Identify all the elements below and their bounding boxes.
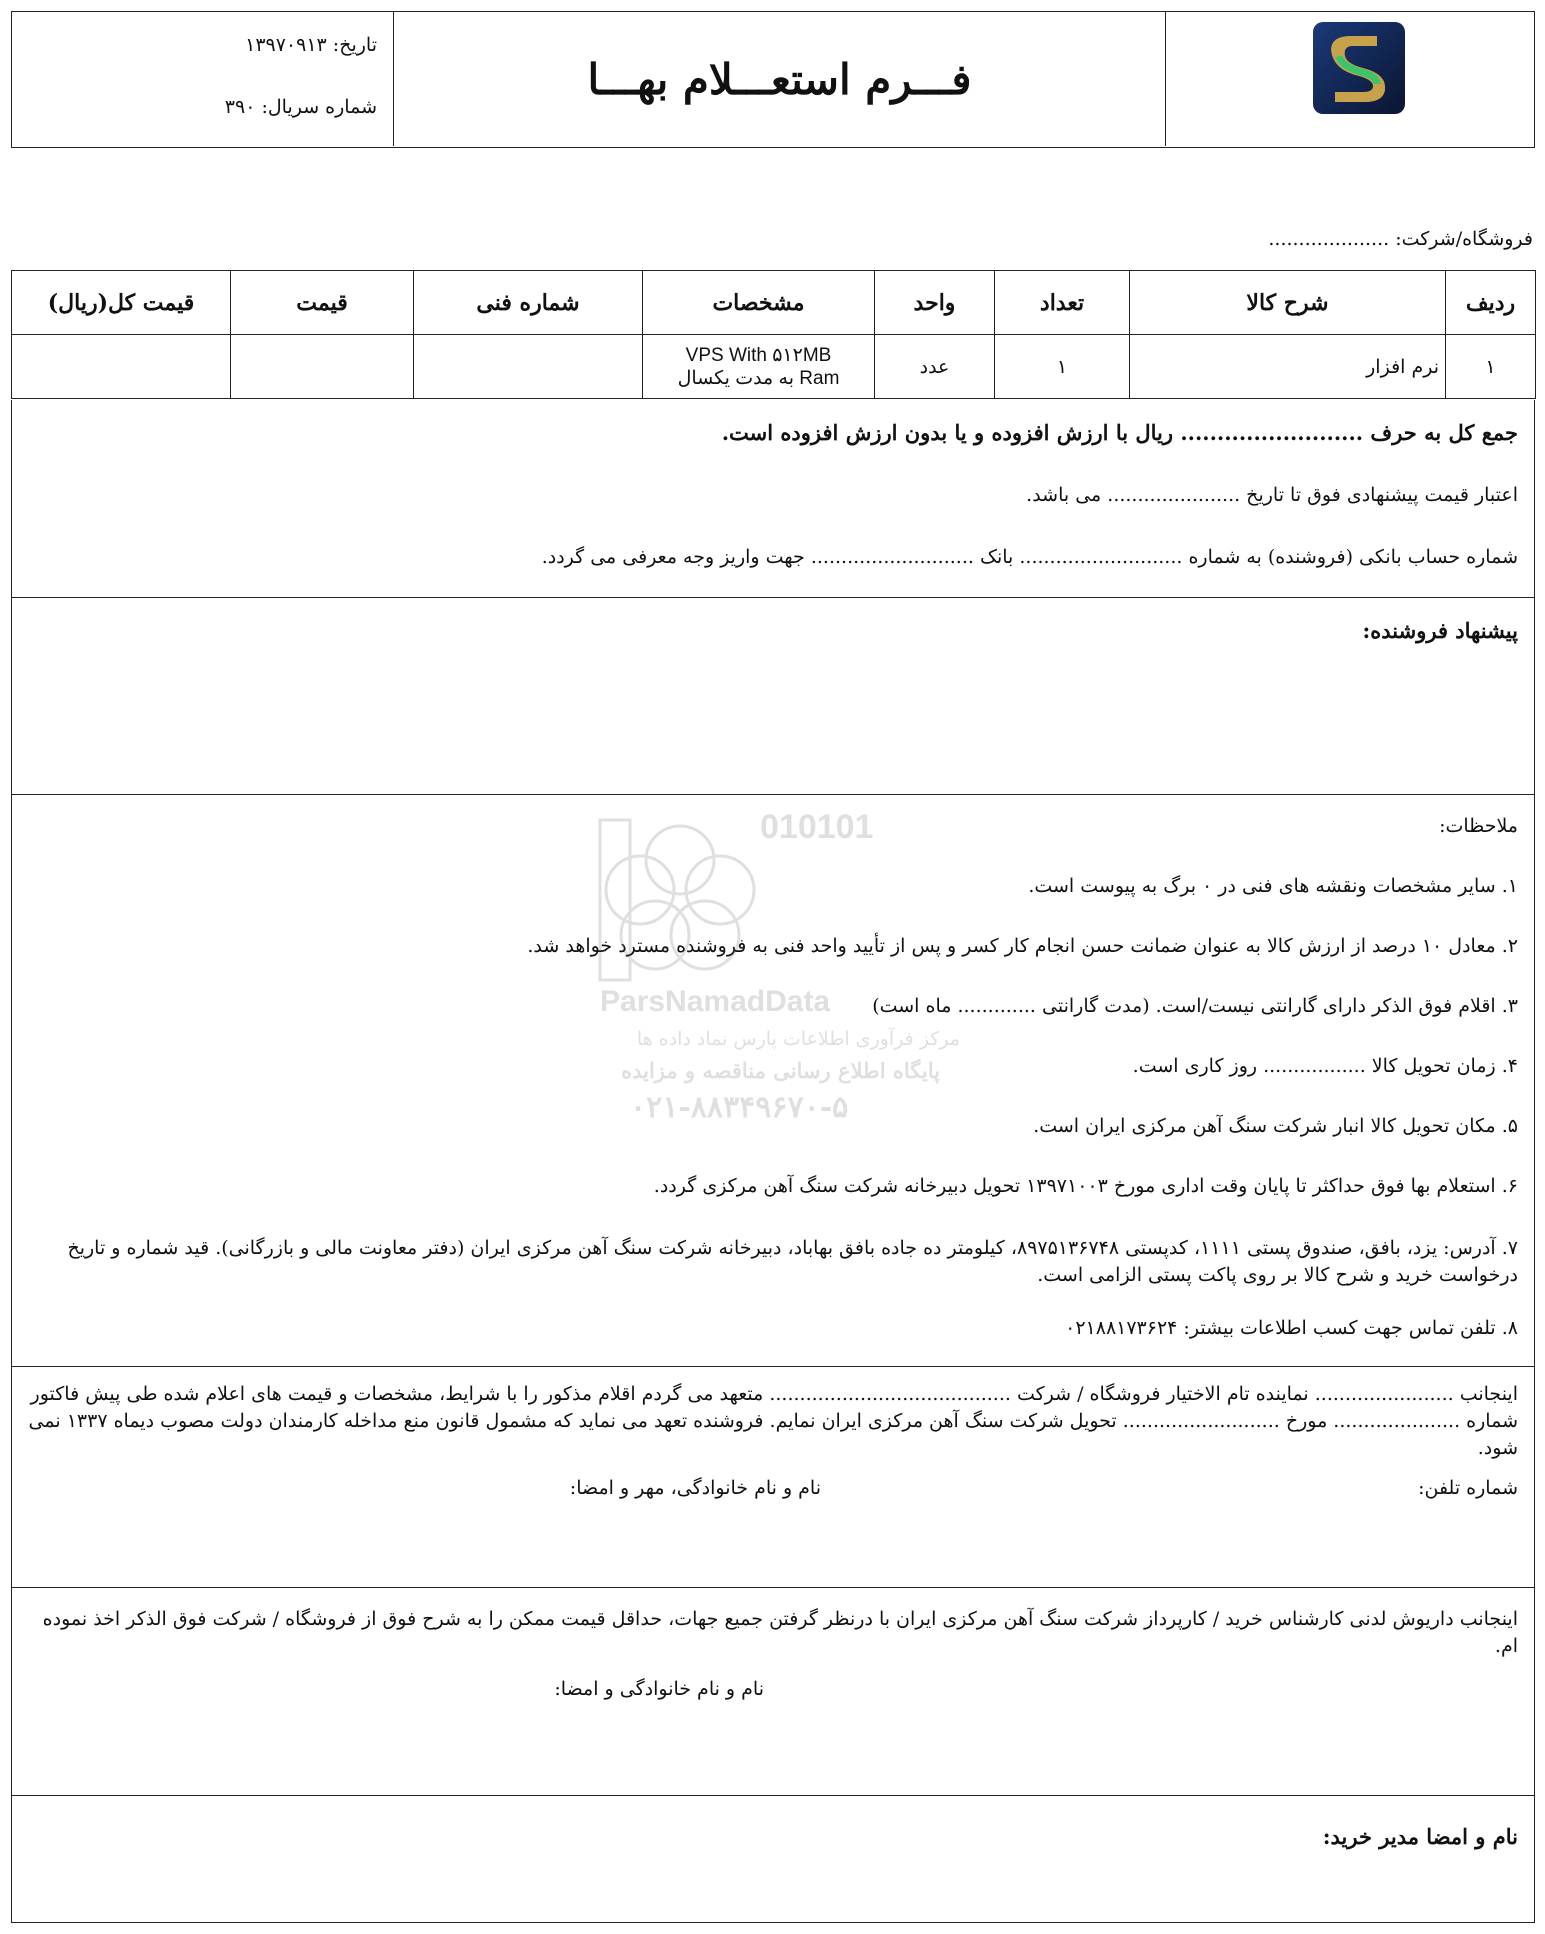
note-item: ۷. آدرس: یزد، بافق، صندوق پستی ۱۱۱۱، کدپستی ۸۹۷۵۱۳۶۷۴۸، کیلومتر ده جاده بافق بهاباد، دبیرخانه شرکت سنگ آهن مرکزی ایران (دفتر معاونت مالی و بازرگانی). قید شماره و تاریخ درخواست خرید و شرح کالا بر روی پاکت پستی الزامی است. <box>67 1237 1518 1286</box>
manager-signature-label: نام و امضا مدیر خرید: <box>1322 1824 1518 1849</box>
col-header-spec: مشخصات <box>643 271 875 335</box>
note-item: ۲. معادل ۱۰ درصد از ارزش کالا به عنوان ضمانت حسن انجام کار کسر و پس از تأیید واحد فنی به فروشنده مسترد خواهد شد. <box>527 935 1518 957</box>
cell-row-no: ۱ <box>1446 335 1536 399</box>
col-header-quantity: تعداد <box>995 271 1130 335</box>
items-table <box>11 270 1536 399</box>
commitment-section <box>11 1367 1535 1588</box>
notes-title: ملاحظات: <box>1439 815 1518 837</box>
commitment-text: اینجانب ....................... نماینده تام الاختیار فروشگاه / شرکت ........................................ متعهد می گردم اقلام مذکور را با شرایط، مشخصات و قیمت های اعلام شده طی پیش فاکتور شماره ..................... مورخ .......................... تحویل شرکت سنگ آهن مرکزی ایران نمایم. فروشنده تعهد می نماید که مشمول قانون منع مداخله کارمندان دولت مصوب دیماه ۱۳۳۷ نمی شود. <box>28 1383 1518 1459</box>
cell-tech-no <box>414 335 643 399</box>
sum-in-words: جمع کل به حرف ......................... ریال با ارزش افزوده و یا بدون ارزش افزوده است. <box>721 420 1518 445</box>
watermark-line2: پایگاه اطلاع رسانی مناقصه و مزایده <box>621 1058 940 1083</box>
serial-label: شماره سریال: ۳۹۰ <box>224 96 377 118</box>
price-validity: اعتبار قیمت پیشنهادی فوق تا تاریخ ...................... می باشد. <box>1026 484 1518 506</box>
date-label: تاریخ: ۱۳۹۷۰۹۱۳ <box>245 34 377 56</box>
bank-account: شماره حساب بانکی (فروشنده) به شماره ........................... بانک ........................... جهت واریز وجه معرفی می گردد. <box>541 546 1518 568</box>
cell-unit: عدد <box>875 335 995 399</box>
table-row <box>12 335 1536 399</box>
cell-total <box>12 335 231 399</box>
vendor-offer-section <box>11 598 1535 795</box>
watermark-binary: 010101 <box>760 808 874 846</box>
col-header-unit: واحد <box>875 271 995 335</box>
note-item: ۶. استعلام بها فوق حداکثر تا پایان وقت اداری مورخ ۱۳۹۷۱۰۰۳ تحویل دبیرخانه شرکت سنگ آهن مرکزی گردد. <box>653 1175 1518 1197</box>
cell-price <box>231 335 414 399</box>
watermark-line1: مرکز فرآوری اطلاعات پارس نماد داده ها <box>636 1028 960 1050</box>
vendor-signature-label: نام و نام خانوادگی، مهر و امضا: <box>569 1477 821 1499</box>
vendor-offer-label: پیشنهاد فروشنده: <box>1362 618 1518 643</box>
note-item: ۱. سایر مشخصات ونقشه های فنی در ۰ برگ به پیوست است. <box>1028 875 1518 897</box>
col-header-price: قیمت <box>231 271 414 335</box>
note-item: ۸. تلفن تماس جهت کسب اطلاعات بیشتر: ۰۲۱۸۸۱۷۳۶۲۴ <box>1065 1317 1518 1339</box>
buyer-signature-label: نام و نام خانوادگی و امضا: <box>554 1678 764 1700</box>
col-header-row-no: ردیف <box>1446 271 1536 335</box>
spec-line-2: Ram به مدت یکسال <box>677 367 840 389</box>
spec-line-1: VPS With ۵۱۲MB <box>685 344 832 366</box>
buyer-text: اینجانب داریوش لدنی کارشناس خرید / کارپرداز شرکت سنگ آهن مرکزی ایران با درنظر گرفتن جمیع جهات، حداقل قیمت ممکن را به شرح فوق از فروشگاه / شرکت فوق الذکر اخذ نموده ام. <box>42 1608 1518 1657</box>
buyer-section <box>11 1588 1535 1796</box>
company-logo-icon <box>1311 20 1407 116</box>
totals-section <box>11 400 1535 598</box>
phone-label: شماره تلفن: <box>1418 1477 1518 1499</box>
cell-description: نرم افزار <box>1130 335 1446 399</box>
watermark-phone: ۰۲۱-۸۸۳۴۹۶۷۰-۵ <box>630 1090 849 1125</box>
col-header-tech-no: شماره فنی <box>414 271 643 335</box>
col-header-total: قیمت کل(ریال) <box>12 271 231 335</box>
note-item: ۳. اقلام فوق الذکر دارای گارانتی نیست/است. (مدت گارانتی ............. ماه است) <box>872 995 1518 1017</box>
cell-quantity: ۱ <box>995 335 1130 399</box>
header-meta <box>12 12 394 146</box>
form-header <box>11 11 1535 148</box>
header-logo-cell <box>1166 12 1533 146</box>
watermark-brand: ParsNamadData <box>600 985 831 1018</box>
note-item: ۴. زمان تحویل کالا ................. روز کاری است. <box>1132 1055 1518 1077</box>
note-item: ۵. مکان تحویل کالا انبار شرکت سنگ آهن مرکزی ایران است. <box>1033 1115 1518 1137</box>
store-label: فروشگاه/شرکت: .................... <box>1268 228 1533 250</box>
form-title: فـــرم استعـــلام بهـــا <box>587 54 972 104</box>
notes-section <box>11 795 1535 1367</box>
col-header-description: شرح کالا <box>1130 271 1446 335</box>
cell-spec <box>643 335 875 399</box>
table-header-row <box>12 271 1536 335</box>
header-title-cell <box>394 12 1166 146</box>
manager-section <box>11 1796 1535 1923</box>
